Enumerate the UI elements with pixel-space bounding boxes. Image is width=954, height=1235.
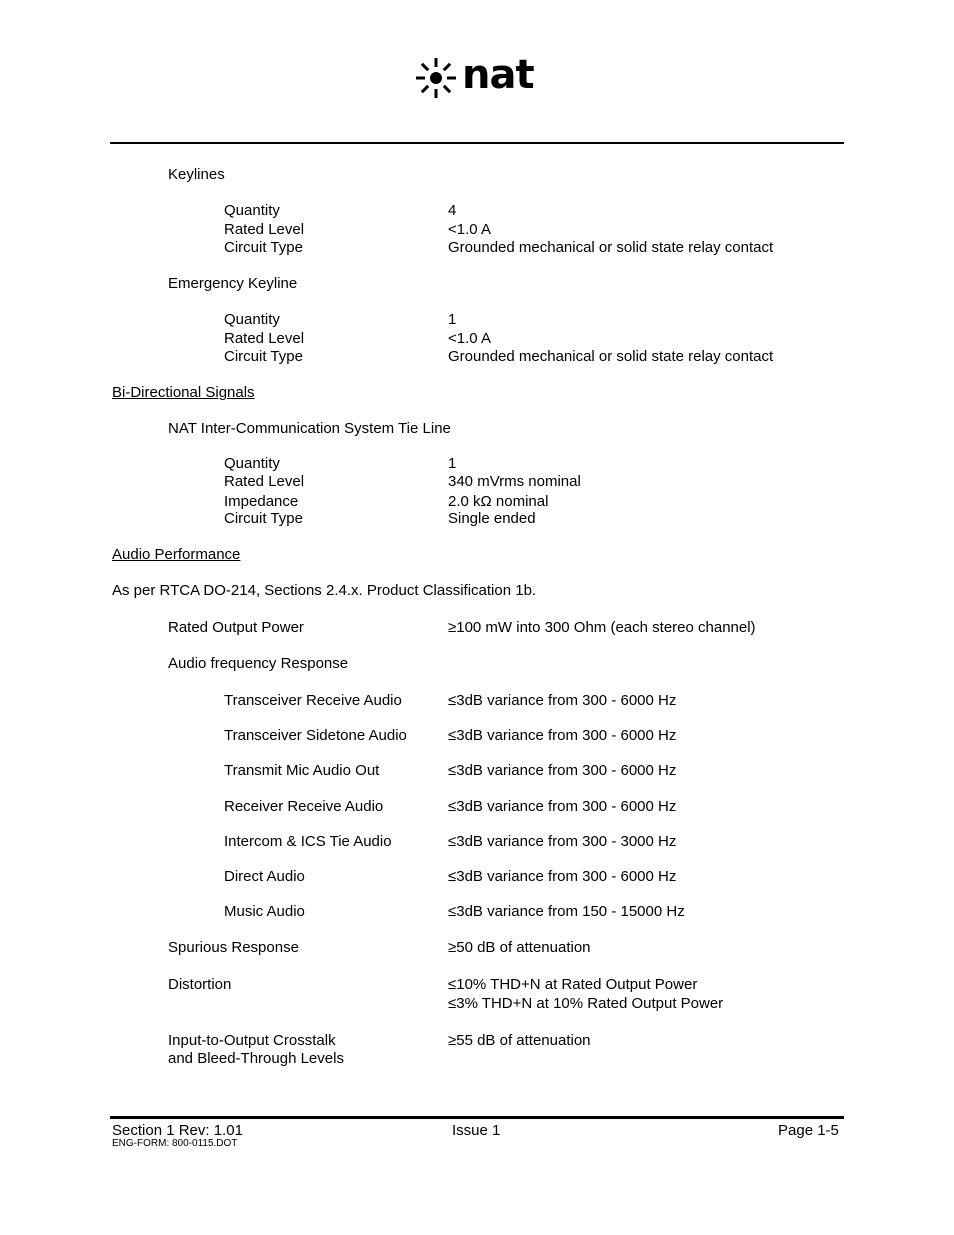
bidirectional-subtitle: NAT Inter-Communication System Tie Line [168,420,451,437]
sunburst-logo-icon [414,56,458,100]
bidir-value: 2.0 kΩ nominal [448,493,549,510]
bidir-label: Quantity [224,455,280,472]
keylines-label: Rated Level [224,221,305,238]
logo-text: nat [462,52,534,98]
emergency-label: Circuit Type [224,348,303,365]
freq-label: Intercom & ICS Tie Audio [224,833,392,850]
crosstalk-label-2: and Bleed-Through Levels [168,1050,344,1067]
freq-label: Direct Audio [224,868,305,885]
footer-section: Section 1 Rev: 1.01 [112,1122,243,1139]
bidir-label: Impedance [224,493,299,510]
freq-value: ≤3dB variance from 300 - 3000 Hz [448,833,677,850]
spurious-value: ≥50 dB of attenuation [448,939,591,956]
distortion-value-2: ≤3% THD+N at 10% Rated Output Power [448,995,724,1012]
freq-value: ≤3dB variance from 300 - 6000 Hz [448,727,677,744]
keylines-value: <1.0 A [448,221,491,238]
freq-label: Receiver Receive Audio [224,798,384,815]
freq-value: ≤3dB variance from 300 - 6000 Hz [448,692,677,709]
emergency-value: 1 [448,311,457,328]
bidir-value: Single ended [448,510,536,527]
emergency-value: <1.0 A [448,330,491,347]
freq-value: ≤3dB variance from 150 - 15000 Hz [448,903,685,920]
distortion-label: Distortion [168,976,232,993]
keylines-title: Keylines [168,166,225,183]
keylines-label: Quantity [224,202,280,219]
freq-label: Transmit Mic Audio Out [224,762,380,779]
keylines-value: 4 [448,202,457,219]
freq-value: ≤3dB variance from 300 - 6000 Hz [448,798,677,815]
bidir-label: Circuit Type [224,510,303,527]
crosstalk-label-1: Input-to-Output Crosstalk [168,1032,336,1049]
bidirectional-heading: Bi-Directional Signals [112,384,255,401]
emergency-label: Quantity [224,311,280,328]
rated-output-label: Rated Output Power [168,619,304,636]
spurious-label: Spurious Response [168,939,299,956]
bidir-value: 1 [448,455,457,472]
bidir-label: Rated Level [224,473,305,490]
freq-value: ≤3dB variance from 300 - 6000 Hz [448,762,677,779]
emergency-label: Rated Level [224,330,305,347]
footer-form: ENG-FORM: 800-0115.DOT [112,1138,238,1149]
crosstalk-value: ≥55 dB of attenuation [448,1032,591,1049]
header-rule [110,142,844,144]
freq-response-title: Audio frequency Response [168,655,349,672]
distortion-value-1: ≤10% THD+N at Rated Output Power [448,976,698,993]
emergency-value: Grounded mechanical or solid state relay contact [448,348,774,365]
footer-rule [110,1116,844,1119]
freq-label: Music Audio [224,903,305,920]
freq-label: Transceiver Sidetone Audio [224,727,407,744]
keylines-value: Grounded mechanical or solid state relay contact [448,239,774,256]
freq-label: Transceiver Receive Audio [224,692,402,709]
bidir-value: 340 mVrms nominal [448,473,581,490]
footer-page: Page 1-5 [778,1122,839,1139]
audio-intro: As per RTCA DO-214, Sections 2.4.x. Product Classification 1b. [112,582,537,599]
keylines-label: Circuit Type [224,239,303,256]
footer-issue: Issue 1 [452,1122,501,1139]
emergency-keyline-title: Emergency Keyline [168,275,298,292]
audio-heading: Audio Performance [112,546,241,563]
freq-value: ≤3dB variance from 300 - 6000 Hz [448,868,677,885]
rated-output-value: ≥100 mW into 300 Ohm (each stereo channel) [448,619,756,636]
